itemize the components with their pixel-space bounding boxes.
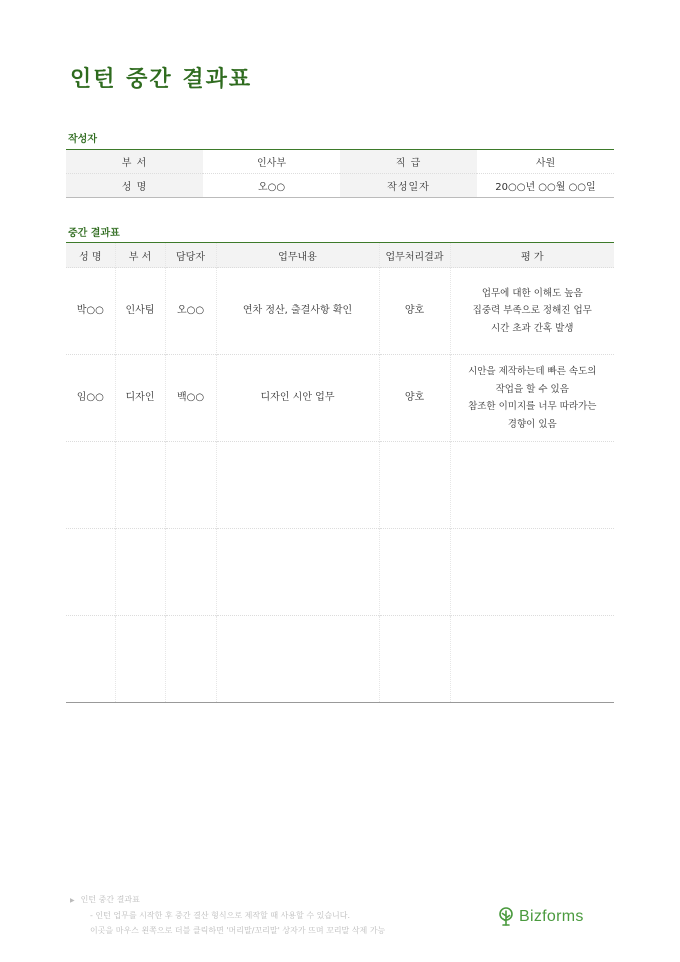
page-title: 인턴 중간 결과표 [70,67,253,92]
cell-work: 디자인 시안 업무 [216,355,379,442]
cell-work: 연차 정산, 출결사항 확인 [216,268,379,355]
footnote [70,892,385,938]
cell-dept: 인사팀 [115,268,165,355]
cell-work [216,529,379,616]
cell-work [216,442,379,529]
author-label: 성 명 [66,174,203,198]
author-value: 20○○년 ○○월 ○○일 [477,174,614,198]
brand-logo [496,907,584,927]
author-table [66,149,614,198]
cell-result: 양호 [379,268,450,355]
author-label: 직 급 [340,150,477,174]
cell-manager [165,616,216,703]
footnote-title: 인턴 중간 결과표 [80,895,140,904]
cell-manager: 백○○ [165,355,216,442]
author-value: 오○○ [203,174,340,198]
cell-evaluation [450,442,614,529]
evaluation-line: 시안을 제작하는데 빠른 속도의 [468,366,597,377]
cell-manager: 오○○ [165,268,216,355]
brand-name: Bizforms [519,908,584,925]
column-header: 업무내용 [216,243,379,268]
author-row [66,174,614,198]
footnote-line: - 인턴 업무를 시작한 후 중간 결산 형식으로 제작할 때 사용할 수 있습니다. [90,911,351,920]
evaluation-line: 시간 초과 간혹 발생 [491,322,574,334]
cell-name [66,529,115,616]
author-value: 인사부 [203,150,340,174]
cell-result [379,442,450,529]
result-section-label: 중간 결과표 [68,228,120,239]
cell-name: 임○○ [66,355,115,442]
cell-name: 박○○ [66,268,115,355]
cell-dept [115,442,165,529]
column-header: 성 명 [66,243,115,268]
table-row [66,442,614,529]
cell-name [66,616,115,703]
cell-name [66,442,115,529]
cell-evaluation [450,529,614,616]
author-label: 작성일자 [340,174,477,198]
cell-dept [115,616,165,703]
author-section-label: 작성자 [68,134,97,145]
cell-dept: 디자인 [115,355,165,442]
cell-dept [115,529,165,616]
tree-icon [496,907,516,927]
column-header: 담당자 [165,243,216,268]
cell-evaluation [450,355,614,442]
result-header-row [66,243,614,268]
author-row [66,150,614,174]
cell-evaluation [450,268,614,355]
table-row [66,616,614,703]
cell-result [379,616,450,703]
column-header: 평 가 [450,243,614,268]
cell-work [216,616,379,703]
evaluation-line: 업무에 대한 이해도 높음 [481,287,583,299]
cell-result [379,529,450,616]
cell-result: 양호 [379,355,450,442]
footnote-line: 이곳을 마우스 왼쪽으로 더블 클릭하면 '머리말/꼬리말' 상자가 뜨며 꼬리말 삭제 가능 [90,926,386,935]
evaluation-line: 작업을 할 수 있음 [495,383,569,395]
cell-evaluation [450,616,614,703]
cell-manager [165,442,216,529]
result-table [66,242,614,703]
author-label: 부 서 [66,150,203,174]
table-row [66,268,614,355]
cell-manager [165,529,216,616]
evaluation-line: 집중력 부족으로 정해진 업무 [472,305,592,317]
table-row [66,529,614,616]
bullet-icon: ▶ [70,897,75,904]
evaluation-line: 경향이 있음 [507,418,557,430]
table-row [66,355,614,442]
author-value: 사원 [477,150,614,174]
column-header: 부 서 [115,243,165,268]
column-header: 업무처리결과 [379,243,450,268]
evaluation-line: 참조한 이미지를 너무 따라가는 [468,401,597,412]
